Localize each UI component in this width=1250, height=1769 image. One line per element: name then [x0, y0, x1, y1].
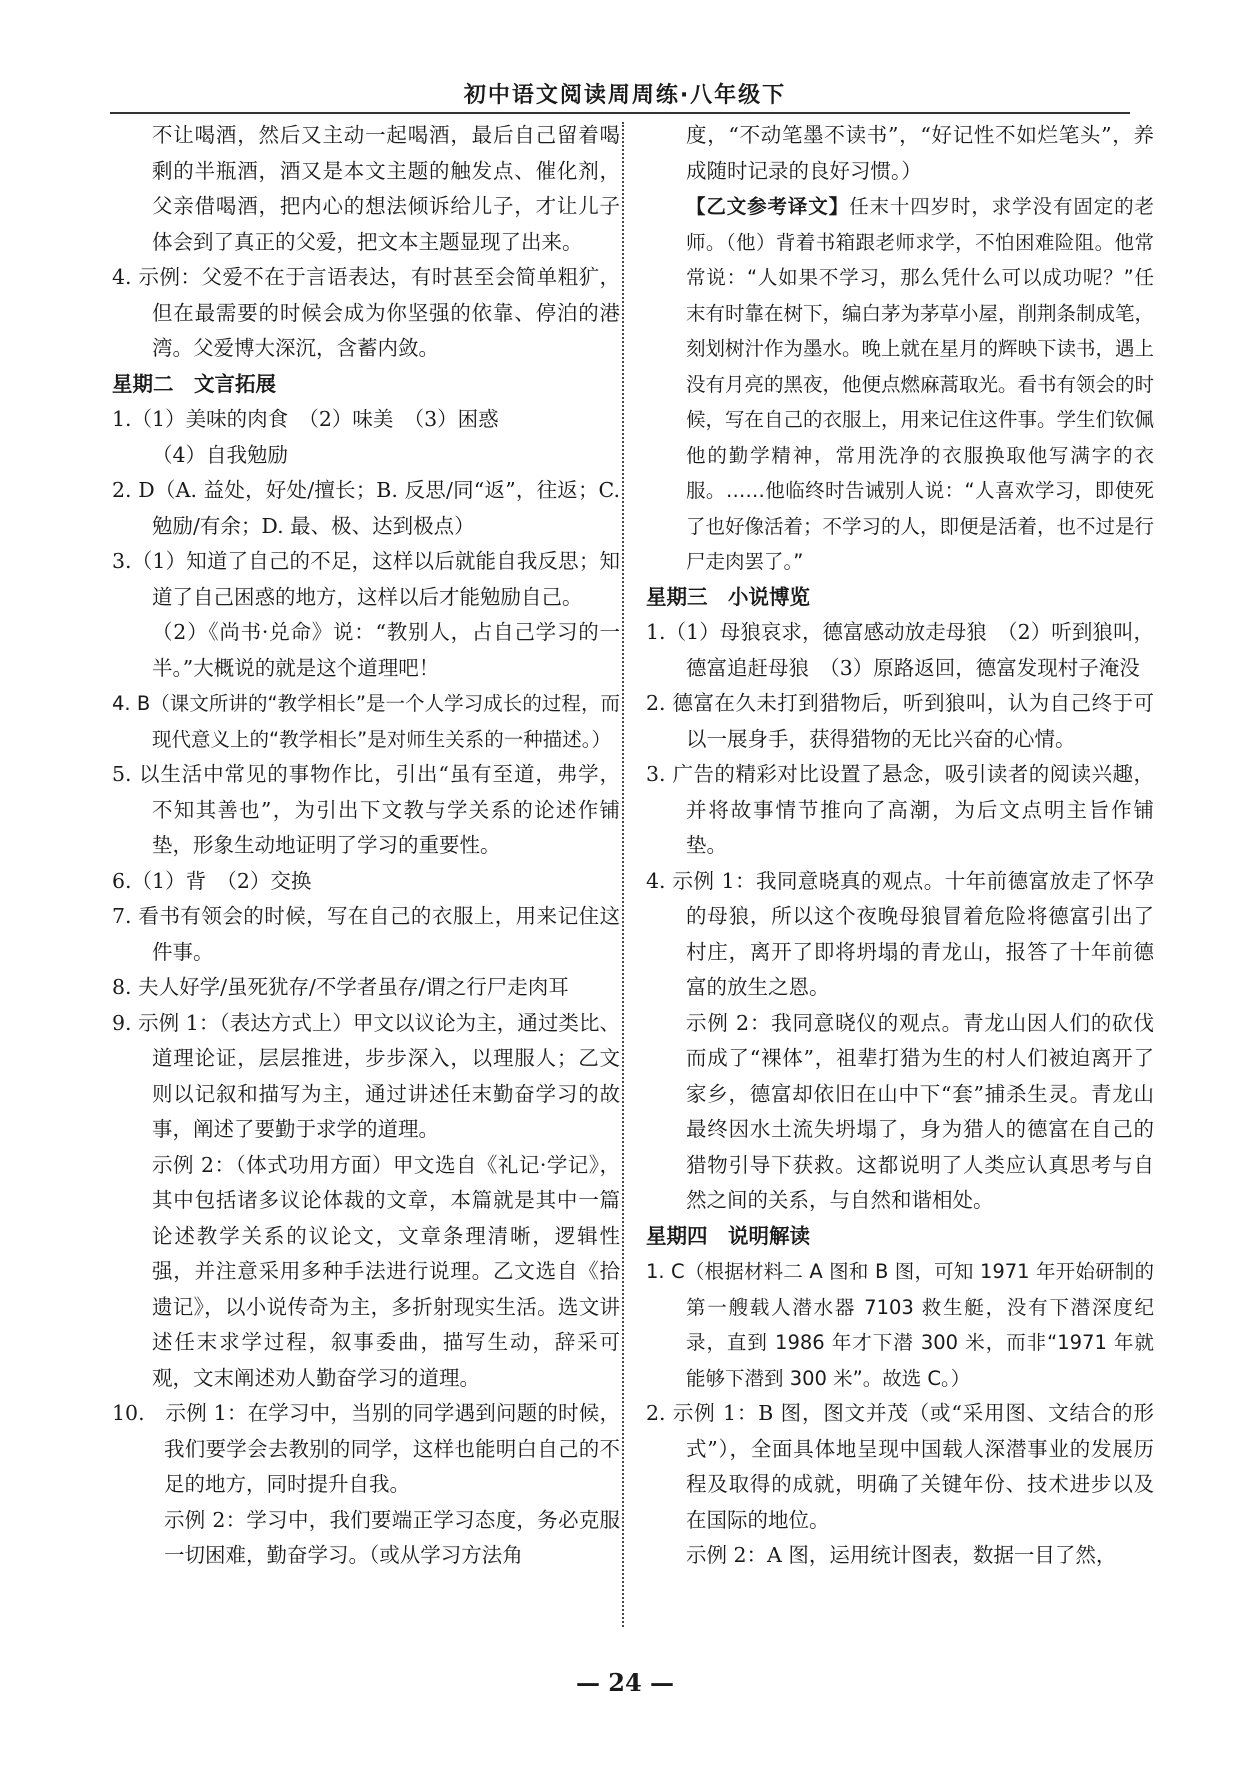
section-heading-thursday: 星期四 说明解读: [646, 1223, 810, 1248]
answer-q4: 4. B（课文所讲的“教学相长”是一个人学习成长的过程，而现代意义上的“教学相长”是对师生关系的一种描述。）: [112, 692, 620, 751]
header-rule: [110, 112, 1130, 114]
answer-item-4: 4. 示例：父爱不在于言语表达，有时甚至会简单粗犷，但在最需要的时候会成为你坚强的依靠、停泊的港湾。父爱博大深沉，含蓄内敛。: [112, 265, 620, 360]
answer-q8: 8. 夫人好学/虽死犹存/不学者虽存/谓之行尸走肉耳: [112, 975, 569, 999]
answer-s3-q4-example2: 示例 2：我同意晓仪的观点。青龙山因人们的砍伐而成了“裸体”，祖辈打猎为生的村人们被迫离开了家乡，德富却依旧在山中下“套”捕杀生灵。青龙山最终因水土流失坍塌了，身为猎人的德富在自己的猎物引导下获救。这都说明了人类应认真思考与自然之间的关系，与自然和谐相处。: [686, 1010, 1154, 1212]
answer-q2: 2. D（A. 益处，好处/擅长；B. 反思/同“返”，往返；C. 勉励/有余；D. 最、极、达到极点）: [112, 478, 620, 538]
page-header-title: 初中语文阅读周周练·八年级下: [463, 83, 787, 108]
answer-s3-q2: 2. 德富在久未打到猎物后，听到狼叫，认为自己终于可以一展身手，获得猎物的无比兴奋的心情。: [646, 691, 1154, 751]
page-number: — 24 —: [575, 1668, 675, 1697]
answer-q3-part1: 3.（1）知道了自己的不足，这样以后就能自我反思；知道了自己困惑的地方，这样以后才能勉励自己。: [112, 549, 620, 609]
answer-s3-q1: 1.（1）母狼哀求，德富感动放走母狼 （2）听到狼叫，德富追赶母狼 （3）原路返回，德富发现村子淹没: [646, 620, 1154, 680]
answer-q10-example2: 示例 2：学习中，我们要端正学习态度，务必克服一切困难，勤奋学习。（或从学习方法角: [164, 1507, 620, 1567]
translation-label: 【乙文参考译文】: [686, 195, 850, 218]
answer-s3-q3: 3. 广告的精彩对比设置了悬念，吸引读者的阅读兴趣，并将故事情节推向了高潮，为后文点明主旨作铺垫。: [646, 762, 1154, 857]
column-divider: [622, 122, 624, 1627]
translation-paragraph: [646, 189, 1154, 580]
answer-q5: 5. 以生活中常见的事物作比，引出“虽有至道，弗学，不知其善也”，为引出下文教与学关系的论述作铺垫，形象生动地证明了学习的重要性。: [112, 762, 620, 857]
answer-q7: 7. 看书有领会的时候，写在自己的衣服上，用来记住这件事。: [112, 904, 620, 964]
right-column: [646, 118, 1154, 1574]
answer-q1-part4: （4）自我勉励: [152, 442, 289, 467]
answer-q1: 1.（1）美味的肉食 （2）味美 （3）困惑: [112, 407, 499, 431]
answer-s4-q2-example1: 2. 示例 1：B 图，图文并茂（或“采用图、文结合的形式”），全面具体地呈现中国载人深潜事业的发展历程及取得的成就，明确了关键年份、技术进步以及在国际的地位。: [646, 1401, 1154, 1532]
section-heading-tuesday: 星期二 文言拓展: [112, 371, 276, 396]
answer-s3-q4-example1: 4. 示例 1：我同意晓真的观点。十年前德富放走了怀孕的母狼，所以这个夜晚母狼冒着危险将德富引出了村庄，离开了即将坍塌的青龙山，报答了十年前德富的放生之恩。: [646, 868, 1154, 999]
answer-q10-example1: 10. 示例 1：在学习中，当别的同学遇到问题的时候，我们要学会去教别的同学，这样也能明白自己的不足的地方，同时提升自我。: [112, 1401, 620, 1496]
section-heading-wednesday: 星期三 小说博览: [646, 584, 810, 609]
answer-q3-part2: （2）《尚书·兑命》说：“教别人，占自己学习的一半。”大概说的就是这个道理吧！: [152, 620, 620, 680]
answer-q9-example2: 示例 2：（体式功用方面）甲文选自《礼记·学记》，其中包括诸多议论体裁的文章，本篇就是其中一篇论述教学关系的议论文，文章条理清晰，逻辑性强，并注意采用多种手法进行说理。乙文选自《拾遗记》，以小说传奇为主，多折射现实生活。选文讲述任末求学过程，叙事委曲，描写生动，辞采可观，文末阐述劝人勤奋学习的道理。: [152, 1152, 620, 1390]
paragraph-continued: 不让喝酒，然后又主动一起喝酒，最后自己留着喝剩的半瓶酒，酒又是本文主题的触发点、催化剂，父亲借喝酒，把内心的想法倾诉给儿子，才让儿子体会到了真正的父爱，把文本主题显现了出来。: [152, 123, 620, 254]
paragraph-continued: 度，“不动笔墨不读书”，“好记性不如烂笔头”，养成随时记录的良好习惯。）: [686, 123, 1154, 183]
left-column: [112, 118, 620, 1574]
answer-s4-q1: 1. C（根据材料二 A 图和 B 图，可知 1971 年开始研制的第一艘载人潜水器 7103 救生艇，没有下潜深度纪录，直到 1986 年才下潜 300 米，而非“1971 年就能够下潜到 300 米”。故选 C。）: [646, 1260, 1154, 1390]
translation-text: 任末十四岁时，求学没有固定的老师。（他）背着书箱跟老师求学，不怕困难险阻。他常常说：“人如果不学习，那么凭什么可以成功呢？”任末有时靠在树下，编白茅为茅草小屋，削荆条制成笔，刻划树汁作为墨水。晚上就在星月的辉映下读书，遇上没有月亮的黑夜，他便点燃麻蒿取光。看书有领会的时候，写在自己的衣服上，用来记住这件事。学生们钦佩他的勤学精神，常用洗净的衣服换取他写满字的衣服。……他临终时告诫别人说：“人喜欢学习，即使死了也好像活着；不学习的人，即便是活着，也不过是行尸走肉罢了。”: [686, 195, 1155, 573]
answer-s4-q2-example2: 示例 2：A 图，运用统计图表，数据一目了然，: [686, 1543, 1117, 1567]
answer-q9-example1: 9. 示例 1：（表达方式上）甲文以议论为主，通过类比、道理论证，层层推进，步步深入，以理服人；乙文则以记叙和描写为主，通过讲述任末勤奋学习的故事，阐述了要勤于求学的道理。: [112, 1010, 620, 1141]
answer-q6: 6.（1）背 （2）交换: [112, 868, 312, 893]
